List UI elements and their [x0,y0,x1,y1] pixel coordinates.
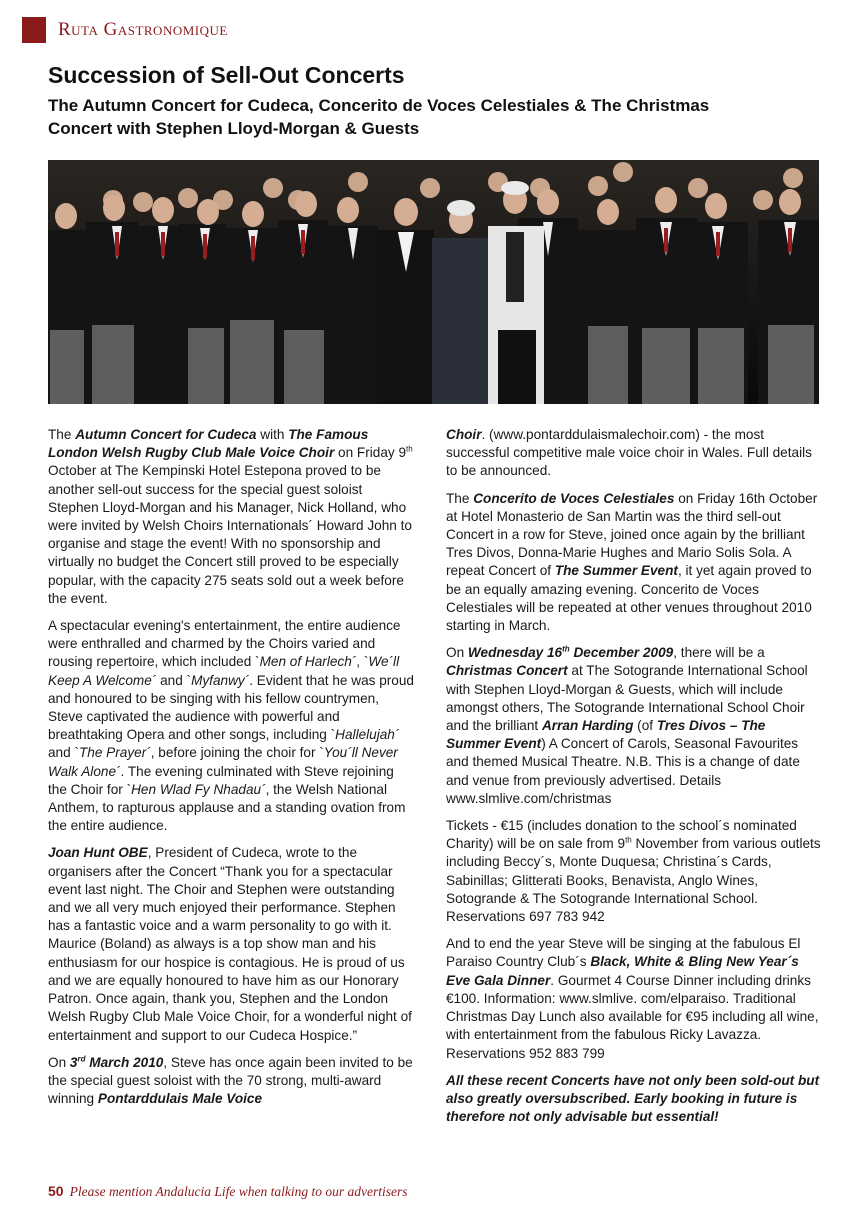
paragraph: The Concerito de Voces Celestiales on Friday 16th October at Hotel Monasterio de San Martin was the third sell-out Concert in a row for Steve, joined once again by the brilliant Tres Divos, Donna-Marie Hughes and Mario Solis Sola. A repeat Concert of The Summer Event, it yet again proved to be an equally amazing evening. Concerito de Voces Celestiales will be repeated at other venues throughout 2010 starting in March. [446,490,818,634]
choir-photo [48,160,819,404]
paragraph: And to end the year Steve will be singing at the fabulous El Paraiso Country Club´s Black, White & Bling New Year´s Eve Gala Dinner. Gourmet 4 Course Dinner including drinks €100. Information: www.slmlive. com/elparaiso. Traditional Christmas Day Lunch also available for €95 including all wine, with entertainment from the fabulous Ricky Lavazza. Reservations 952 883 799 [446,936,819,1061]
choir-photo-illustration [48,160,819,404]
section-header: Ruta Gastronomique [58,19,228,40]
paragraph: The Autumn Concert for Cudeca with The Famous London Welsh Rugby Club Male Voice Choir on Friday 9th October at The Kempinski Hotel Estepona proved to be another sell-out success for the special guest soloist Stephen Lloyd-Morgan and his Manager, Nick Holland, who were invited by Welsh Choirs Internationals´ Howard John to organise and stage the event! With no sponsorship and virtually no budget the Concert still proved to be especially popular, with the capacity 275 seats sold out a week before the event. [48,427,413,606]
paragraph: Joan Hunt OBE, President of Cudeca, wrote to the organisers after the Concert “Thank you for a spectacular event last night. The Choir and Stephen were outstanding and we all very much enjoyed their performance. Stephen has a fantastic voice and a warm personality to go with it. Maurice (Boland) as always is a top show man and his enthusiasm for our hospice is contagious. He is proud of us and we are equally honoured to have him as our Honorary Patron. Once again, thank you, Stephen and the London Welsh Rugby Club Male Voice Choir, for a wonderful night of entertainment and support to our Cudeca Hospice.” [48,845,412,1043]
right-column [446,426,822,1135]
page-number: 50 [48,1183,64,1199]
paragraph: A spectacular evening's entertainment, the entire audience were enthralled and charmed by the Choirs varied and rousing repertoire, which included `Men of Harlech´, `We´ll Keep A Welcome´ and `Myfanwy´. Evident that he was proud and honoured to be singing with his fellow countrymen, Steve captivated the audience with powerful and breathtaking Opera and other songs, including `Hallelujah´ and `The Prayer´, before joining the choir for `You´ll Never Walk Alone´. The evening culminated with Steve rejoining the Choir for `Hen Wlad Fy Nhadau´, the Welsh National Anthem, to rapturous applause and a standing ovation from the entire audience. [48,618,414,834]
page-footer [48,1183,408,1200]
paragraph: On Wednesday 16th December 2009, there will be a Christmas Concert at The Sotogrande International School with Stephen Lloyd-Morgan & Guests, which will include amongst others, The Sotogrande International School Choir and the brilliant Arran Harding (of Tres Divos – The Summer Event) A Concert of Carols, Seasonal Favourites and themed Musical Theatre. N.B. This is a change of date and venue from previously advertised. Details www.slmlive.com/christmas [446,644,808,806]
paragraph: Tickets - €15 (includes donation to the school´s nominated Charity) will be on sale from 9th November from various outlets including Beccy´s, Monte Duquesa; Christina´s Cards, Sabinillas; Glitterati Books, Benavista, Anglo Wines, Sotogrande & The Sotogrande International School. Reservations 697 783 942 [446,818,821,925]
footer-text: Please mention Andalucia Life when talking to our advertisers [69,1184,408,1199]
article-subtitle: The Autumn Concert for Cudeca, Concerito de Voces Celestiales & The Christmas Concert with Stephen Lloyd-Morgan & Guests [48,96,710,138]
section-color-block [22,17,46,43]
paragraph: Choir. (www.pontarddulaismalechoir.com) - the most successful competitive male voice choir in Wales. Full details to be announced. [446,427,812,479]
left-column [48,426,414,1117]
closing-statement: All these recent Concerts have not only been sold-out but also greatly oversubscribed. Early booking in future is therefore not only advisable but essential! [446,1072,820,1125]
paragraph: On 3rd March 2010, Steve has once again been invited to be the special guest soloist with the 70 strong, multi-award winning Pontarddulais Male Voice [48,1054,413,1107]
article-title: Succession of Sell-Out Concerts [48,62,405,88]
